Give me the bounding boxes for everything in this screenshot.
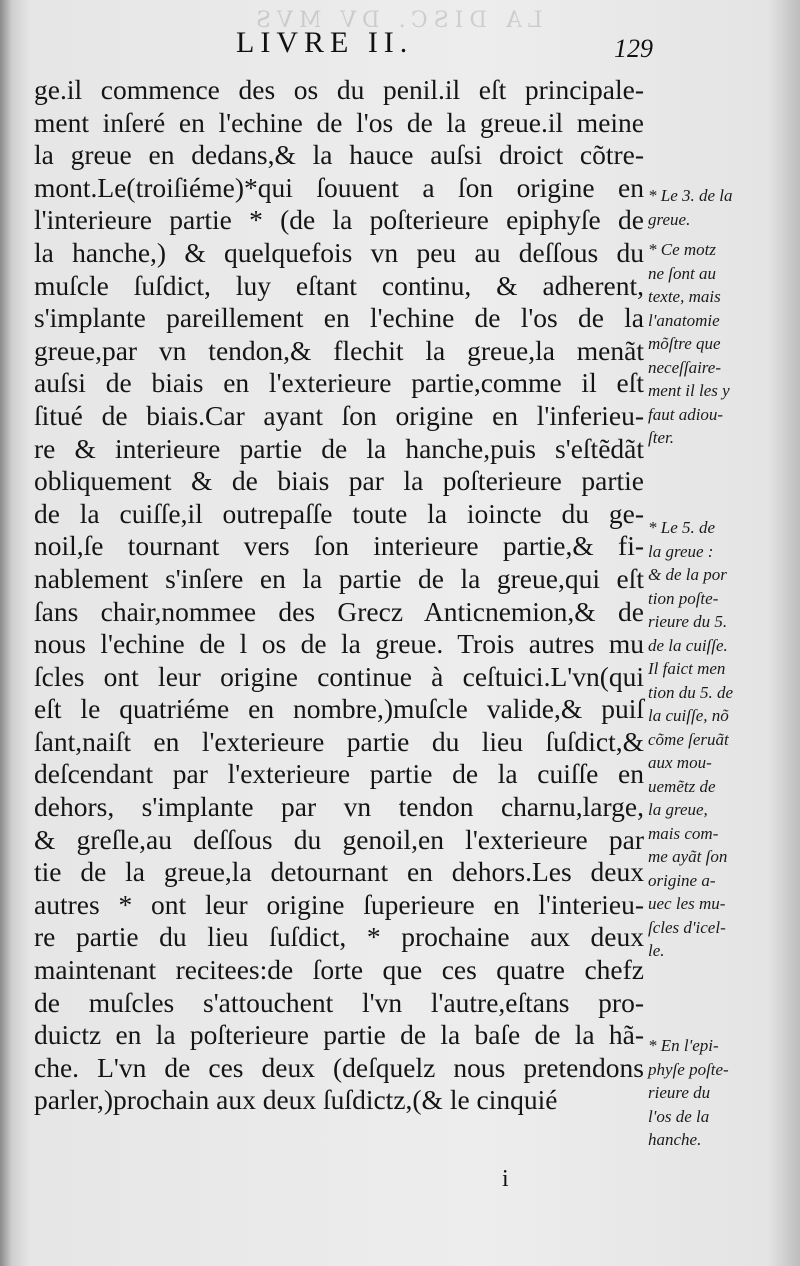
text-line: la hanche,) & quelquefois vn peu au deſſous du [34, 236, 644, 268]
text-line: obliquement & de biais par la poſterieure partie [34, 465, 644, 497]
margin-note-line: Il faict men [648, 659, 726, 678]
margin-note-line: uemẽtz de [648, 776, 716, 796]
signature-mark: i [502, 1166, 509, 1192]
text-line: nous l'echine de l os de la greue. Trois autres mu [34, 628, 644, 660]
text-line: ge.il commence des os du penil.il eſt principale- [34, 74, 644, 105]
margin-note-line: la greue, [648, 800, 708, 819]
text-line: ſant,naiſt en l'exterieure partie du lieu ſuſdict,& [34, 725, 644, 757]
text-line: l'interieure partie * (de la poſterieure epiphyſe de [34, 204, 644, 236]
text-line: mont.Le(troiſiéme)*qui ſouuent a ſon origine en [34, 171, 644, 203]
margin-note-line: texte, mais [648, 287, 721, 306]
text-line: eſt le quatriéme en nombre,)muſcle valide,& puiſ [34, 693, 644, 725]
margin-note-line: aux mou- [648, 753, 712, 772]
text-line: auſsi de biais en l'exterieure partie,comme il eſt [34, 367, 644, 399]
margin-note-line: * En l'epi- [648, 1036, 719, 1055]
margin-note-3 [648, 516, 798, 963]
margin-note-line: rieure du [648, 1083, 711, 1102]
margin-note-line: faut adiou- [648, 404, 724, 424]
margin-note-line: mais com- [648, 823, 719, 843]
margin-note-line: la cuiſſe, nõ [648, 706, 729, 725]
margin-note-line: l'os de la [648, 1106, 710, 1126]
margin-note-line: me ayãt ſon [648, 847, 728, 866]
margin-note-line: rieure du 5. [648, 612, 728, 631]
margin-note-line: ſcles d'icel- [648, 917, 726, 937]
text-line: greue,par vn tendon,& flechit la greue,la menãt [34, 334, 644, 366]
margin-note-line: le. [648, 941, 665, 960]
margin-note-line: ne ſont au [648, 263, 716, 283]
text-line: noil,ſe tournant vers ſon interieure partie,& fi- [34, 530, 644, 562]
text-line: re & interieure partie de la hanche,puis s'eſtẽdãt [34, 432, 644, 464]
text-line: autres * ont leur origine ſuperieure en l'interieu- [34, 888, 644, 920]
margin-note-line: * Ce motz [648, 240, 716, 259]
margin-note-line: tion poſte- [648, 588, 719, 608]
margin-note-line: la greue : [648, 541, 714, 561]
margin-note-4 [648, 1034, 798, 1152]
text-line: duictz en la poſterieure partie de la baſe de la hã- [34, 1019, 644, 1051]
text-line: maintenant recitees:de ſorte que ces quatre chefz [34, 954, 644, 986]
page-number: 129 [614, 34, 653, 63]
text-line: & greſle,au deſſous du genoil,en l'exterieure par [34, 823, 644, 855]
margin-note-line: * Le 3. de la [648, 186, 733, 205]
text-line: dehors, s'implante par vn tendon charnu,large, [34, 791, 644, 823]
margin-note-line: cõme ſeruãt [648, 729, 729, 749]
margin-note-line: & de la por [648, 565, 727, 584]
main-text-block [34, 74, 644, 1117]
text-line: re partie du lieu ſuſdict, * prochaine aux deux [34, 921, 644, 953]
margin-note-line: mõſtre que [648, 334, 721, 353]
running-title: LIVRE II. [236, 26, 414, 59]
margin-note-line: ſter. [648, 428, 674, 447]
text-line: de muſcles s'attouchent l'vn l'autre,eſtans pro- [34, 986, 644, 1018]
margin-note-line: hanche. [648, 1130, 702, 1149]
text-line: ſans chair,nommee des Grecz Anticnemion,& de [34, 595, 644, 627]
margin-note-line: greue. [648, 209, 691, 229]
margin-note-line: neceſſaire- [648, 357, 721, 377]
margin-note-line: uec les mu- [648, 894, 726, 913]
text-line: de la cuiſſe,il outrepaſſe toute la ioincte du ge- [34, 497, 644, 529]
show-through-text: LA DISC. DV MVS [250, 8, 543, 33]
text-line: muſcle ſuſdict, luy eſtant continu, & adherent, [34, 269, 644, 301]
margin-note-line: tion du 5. de [648, 682, 733, 702]
text-line: s'implante pareillement en l'echine de l'os de la [34, 302, 644, 334]
margin-note-line: phyſe poſte- [648, 1059, 729, 1079]
text-line: la greue en dedans,& la hauce auſsi droict cõtre- [34, 139, 644, 171]
margin-note-1 [648, 184, 798, 231]
text-line: che. L'vn de ces deux (deſquelz nous pretendons [34, 1051, 644, 1083]
margin-note-line: de la cuiſſe. [648, 635, 728, 655]
margin-note-line: l'anatomie [648, 310, 720, 330]
margin-note-line: ment il les y [648, 381, 730, 400]
margin-note-line: origine a- [648, 870, 716, 890]
text-line: ſitué de biais.Car ayant ſon origine en l'inferieu- [34, 399, 644, 431]
text-line: ment inſeré en l'echine de l'os de la greue.il meine [34, 106, 644, 138]
text-line: parler,)prochain aux deux ſuſdictz,(& le cinquié [34, 1084, 558, 1116]
text-line: tie de la greue,la detournant en dehors.Les deux [34, 856, 644, 888]
text-line: deſcendant par l'exterieure partie de la cuiſſe en [34, 758, 644, 790]
margin-note-line: * Le 5. de [648, 518, 716, 537]
text-line: ſcles ont leur origine continue à ceſtuici.L'vn(qui [34, 660, 644, 692]
text-line: nablement s'inſere en la partie de la greue,qui eſt [34, 562, 644, 594]
margin-note-2 [648, 238, 798, 450]
